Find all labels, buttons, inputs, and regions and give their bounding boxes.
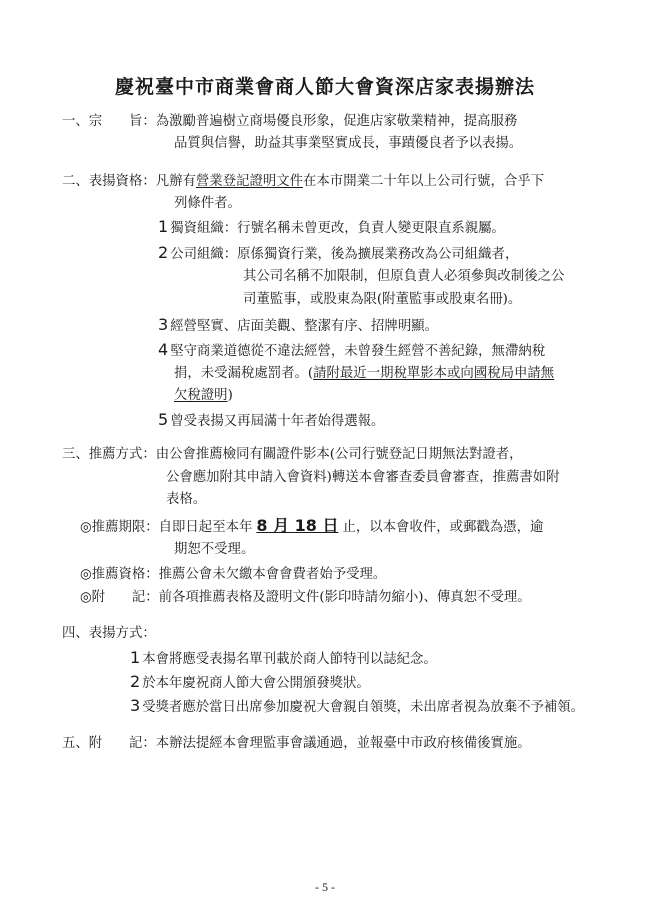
section-2-item-3 <box>158 316 438 336</box>
section-2-text-pre: 凡辦有 <box>155 174 196 189</box>
item-number: 3 <box>158 315 169 334</box>
section-2-text-post: 在本市開業二十年以上公司行號，合乎下 <box>303 174 545 189</box>
tax-proof-underline: 請附最近一期稅單影本或向國稅局申請無 <box>313 366 555 381</box>
item-number: 1 <box>130 648 141 667</box>
section-1-line-2: 品質與信譽，助益其事業堅實成長，事蹟優良者予以表揚。 <box>174 136 523 151</box>
page-number: - 5 - <box>315 880 335 894</box>
section-1-text-1: 為激勵普遍樹立商場優良形象，促進店家敬業精神，提高服務 <box>155 114 518 129</box>
section-2-item-2 <box>158 244 518 264</box>
recommend-note-text: 前各項推薦表格及證明文件(影印時請勿縮小)、傳真恕不受理。 <box>158 590 531 605</box>
section-3-text-1: 由公會推薦檢同有關證件影本(公司行號登記日期無法對證者， <box>155 447 523 462</box>
item-text: 堅守商業道德從不違法經營，未曾發生經營不善紀錄，無滯納稅 <box>170 344 546 359</box>
section-2-item-2-line-3: 司董監事，或股東為限(附董監事或股東名冊)。 <box>243 292 522 307</box>
item-text: 於本年慶祝商人節大會公開頒發獎狀。 <box>142 676 370 691</box>
section-2-item-4-line-3 <box>174 387 233 405</box>
item-number: 5 <box>158 410 169 429</box>
section-4-label: 四、表揚方式： <box>62 626 156 641</box>
item-text: 獨資組織：行號名稱未曾更改，負責人變更限直系親屬。 <box>170 221 505 236</box>
item-number: 4 <box>158 340 169 359</box>
item-number: 2 <box>130 672 141 691</box>
section-5-text: 本辦法提經本會理監事會議通過，並報臺中市政府核備後實施。 <box>155 736 531 751</box>
deadline-date: 8 月 18 日 <box>256 516 339 535</box>
recommend-note-label: ◎附 記： <box>80 590 159 605</box>
recommend-period-text: 自即日起至本年 <box>158 520 253 535</box>
tax-proof-underline-2: 欠稅證明 <box>174 388 228 403</box>
section-2-item-2-line-2: 其公司名稱不加限制，但原負責人必須參與改制後之公 <box>243 269 565 284</box>
document-title: 慶祝臺中市商業會商人節大會資深店家表揚辦法 <box>114 76 535 98</box>
section-4-item-1 <box>130 649 437 669</box>
section-5-label: 五、附 記： <box>62 736 156 751</box>
recommend-qualification-label: ◎推薦資格： <box>80 567 159 582</box>
item-text: 受獎者應於當日出席參加慶祝大會親自領獎，未出席者視為放棄不予補領。 <box>142 700 585 715</box>
section-2-item-5 <box>158 411 384 431</box>
section-2-item-4-line-2 <box>174 365 554 383</box>
recommend-period-label: ◎推薦期限： <box>80 520 159 535</box>
item-number: 2 <box>158 243 169 262</box>
section-4-item-3 <box>130 697 584 717</box>
section-2-line-1 <box>62 173 544 191</box>
section-3-line-2: 公會應加附其申請入會資料)轉送本會審查委員會審查，推薦書如附 <box>166 470 560 485</box>
section-5-line <box>62 735 531 753</box>
item-text: 公司組織：原係獨資行業，後為擴展業務改為公司組織者， <box>170 247 519 262</box>
section-2-line-2: 列條件者。 <box>174 196 241 211</box>
section-2-item-4 <box>158 341 545 361</box>
item-number: 3 <box>130 696 141 715</box>
item-text: 本會將應受表揚名單刊載於商人節特刊以誌紀念。 <box>142 652 437 667</box>
section-3-label: 三、推薦方式： <box>62 447 156 462</box>
recommend-note <box>80 589 531 607</box>
section-2-item-1 <box>158 218 505 238</box>
item-number: 1 <box>158 217 169 236</box>
recommend-period-line-2: 期恕不受理。 <box>174 542 255 557</box>
recommend-qualification-text: 推薦公會未欠繳本會會費者始予受理。 <box>158 567 387 582</box>
recommend-qualification <box>80 566 386 584</box>
section-1-line-1 <box>62 113 517 131</box>
item-text: 曾受表揚又再屆滿十年者始得選報。 <box>170 414 385 429</box>
section-1-label: 一、宗 旨： <box>62 114 156 129</box>
item-text: ) <box>227 388 233 403</box>
item-text: 經營堅實、店面美觀、整潔有序、招牌明顯。 <box>170 319 438 334</box>
item-text: 捐，未受漏稅處罰者。( <box>174 366 314 381</box>
recommend-period <box>80 517 543 537</box>
recommend-period-text-post: 止，以本會收件，或郵戳為憑，逾 <box>342 520 544 535</box>
section-4-item-2 <box>130 673 370 693</box>
section-3-line-1 <box>62 446 523 464</box>
section-3-line-3: 表格。 <box>166 492 207 507</box>
business-registration-underline: 營業登記證明文件 <box>195 174 304 189</box>
section-2-label: 二、表揚資格： <box>62 174 156 189</box>
